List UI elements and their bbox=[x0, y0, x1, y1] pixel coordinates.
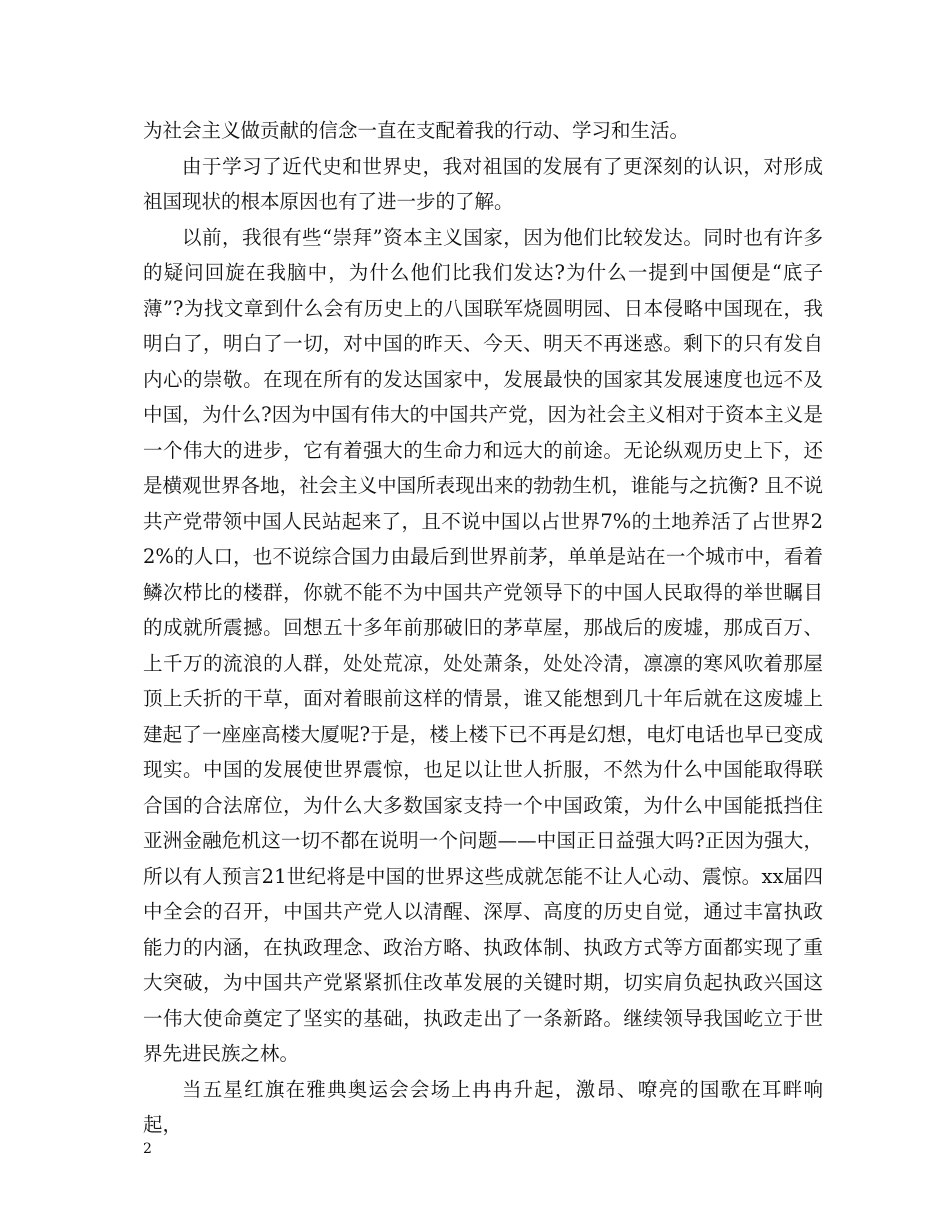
paragraph-2: 由于学习了近代史和世界史，我对祖国的发展有了更深刻的认识，对形成祖国现状的根本原因也有了进一步的了解。 bbox=[143, 154, 823, 213]
paragraph-1: 为社会主义做贡献的信念一直在支配着我的行动、学习和生活。 bbox=[143, 119, 690, 142]
paragraph-4: 当五星红旗在雅典奥运会会场上冉冉升起，激昂、嘹亮的国歌在耳畔响起， bbox=[143, 1077, 823, 1136]
document-body bbox=[143, 113, 823, 1143]
page-number: 2 bbox=[143, 1141, 152, 1157]
paragraph-3: 以前，我很有些“崇拜”资本主义国家，因为他们比较发达。同时也有许多的疑问回旋在我脑中，为什么他们比我们发达?为什么一提到中国便是“底子薄”?为找文章到什么会有历史上的八国联军烧圆明园、日本侵略中国现在，我明白了，明白了一切，对中国的昨天、今天、明天不再迷惑。剩下的只有发自内心的崇敬。在现在所有的发达国家中，发展最快的国家其发展速度也远不及中国，为什么?因为中国有伟大的中国共产党，因为社会主义相对于资本主义是一个伟大的进步，它有着强大的生命力和远大的前途。无论纵观历史上下，还是横观世界各地，社会主义中国所表现出来的勃勃生机，谁能与之抗衡? 且不说共产党带领中国人民站起来了，且不说中国以占世界7%的土地养活了占世界22%的人口，也不说综合国力由最后到世界前茅，单单是站在一个城市中，看着鳞次栉比的楼群，你就不能不为中国共产党领导下的中国人民取得的举世瞩目的成就所震撼。回想五十多年前那破旧的茅草屋，那战后的废墟，那成百万、上千万的流浪的人群，处处荒凉，处处萧条，处处冷清，凛凛的寒风吹着那屋顶上夭折的干草，面对着眼前这样的情景，谁又能想到几十年后就在这废墟上建起了一座座高楼大厦呢?于是，楼上楼下已不再是幻想，电灯电话也早已变成现实。中国的发展使世界震惊，也足以让世人折服，不然为什么中国能取得联合国的合法席位，为什么大多数国家支持一个中国政策，为什么中国能抵挡住亚洲金融危机这一切不都在说明一个问题——中国正日益强大吗?正因为强大，所以有人预言21世纪将是中国的世界这些成就怎能不让人心动、震惊。xx届四中全会的召开，中国共产党人以清醒、深厚、高度的历史自觉，通过丰富执政能力的内涵，在执政理念、政治方略、执政体制、执政方式等方面都实现了重大突破，为中国共产党紧紧抓住改革发展的关键时期，切实肩负起执政兴国这一伟大使命奠定了坚实的基础，执政走出了一条新路。继续领导我国屹立于世界先进民族之林。 bbox=[143, 225, 823, 1065]
